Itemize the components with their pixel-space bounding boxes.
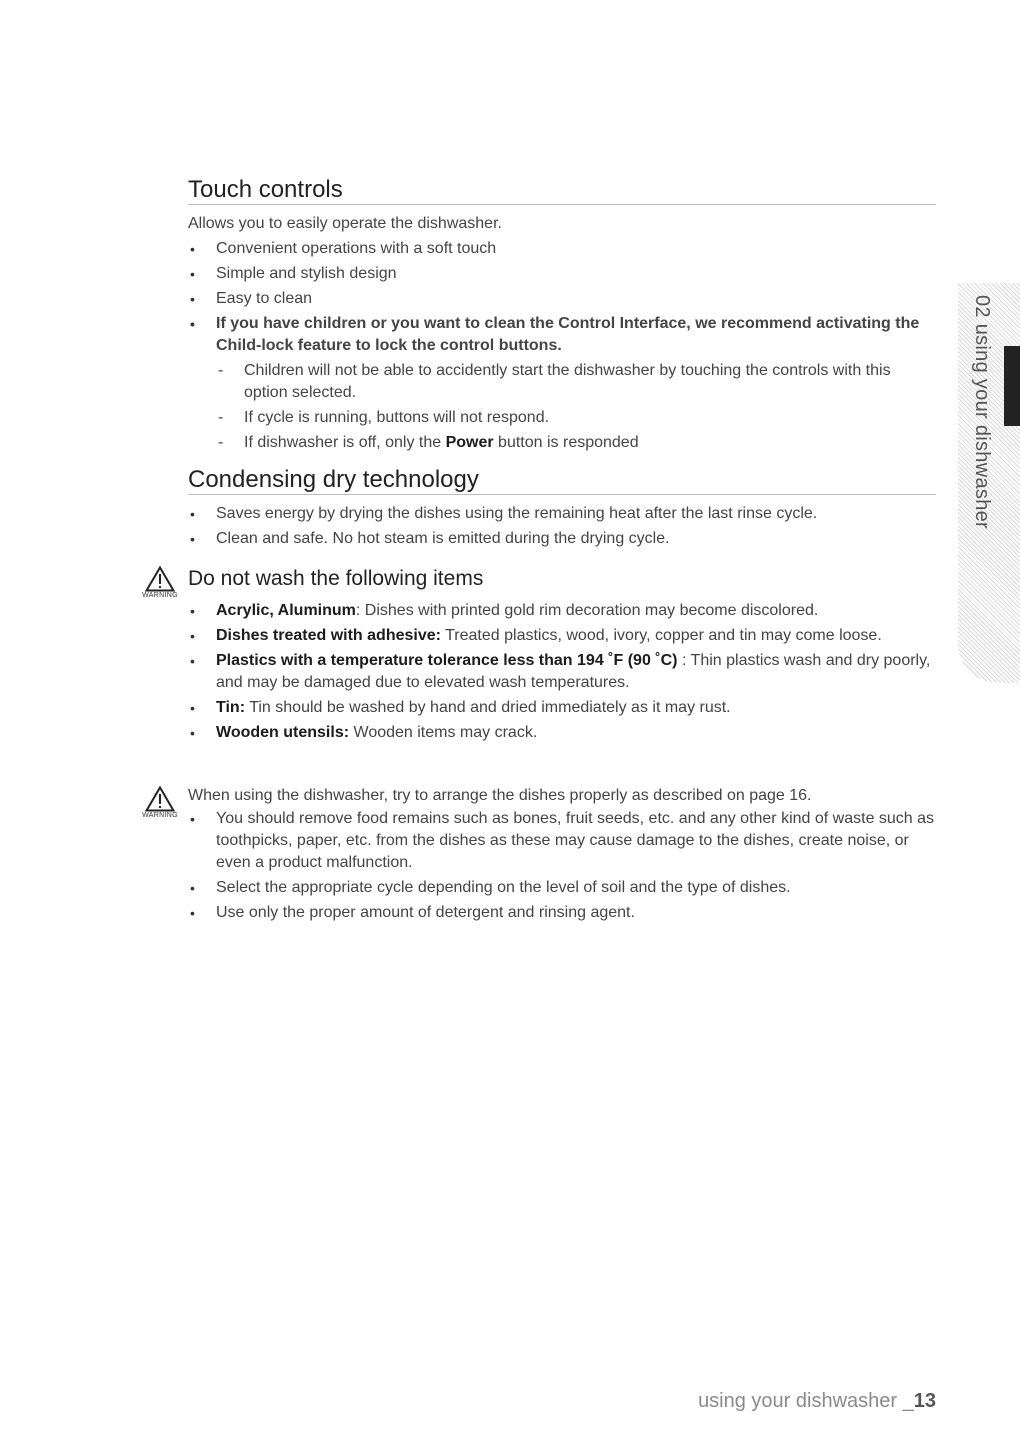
list-item: • Acrylic, Aluminum: Dishes with printed gold rim decoration may become discolored. [188,600,936,622]
chapter-tab [958,283,1020,683]
chapter-tab-marker [1004,346,1020,426]
touch-controls-title: Touch controls [188,177,936,205]
warning-icon [140,566,180,600]
list-item: • Dishes treated with adhesive: Treated plastics, wood, ivory, copper and tin may come loose. [188,625,936,647]
warning-label: WARNING [142,592,178,599]
do-not-wash-title: Do not wash the following items [188,567,484,590]
page-number: 13 [913,1390,936,1412]
list-item: • Use only the proper amount of detergent and rinsing agent. [188,902,936,924]
footer-text: using your dishwasher _ [698,1390,914,1412]
do-not-wash-list [188,600,936,744]
list-item: • Convenient operations with a soft touch [188,238,936,260]
list-item: • Wooden utensils: Wooden items may crack. [188,722,936,744]
condensing-title: Condensing dry technology [188,467,936,495]
touch-controls-section [188,177,936,457]
do-not-wash-section [188,567,936,747]
arrangement-warning-intro: When using the dishwasher, try to arrange the dishes properly as described on page 16. [188,787,812,804]
condensing-list [188,503,936,550]
list-item: • Tin: Tin should be washed by hand and dried immediately as it may rust. [188,697,936,719]
list-item: • Plastics with a temperature tolerance less than 194 ˚F (90 ˚C) : Thin plastics wash and dry poorly, and may be damaged due to elevated wash temperatures. [188,650,936,694]
list-item: • You should remove food remains such as bones, fruit seeds, etc. and any other kind of waste such as toothpicks, paper, etc. from the dishes as these may cause damage to the dishes, create noise, or even a product malfunction. [188,808,936,874]
list-item: - Children will not be able to accidently start the dishwasher by touching the controls with this option selected. [188,360,936,404]
arrangement-warning-section [188,785,936,927]
list-item: • Easy to clean [188,288,936,310]
warning-icon [140,786,180,820]
list-item: • Clean and safe. No hot steam is emitted during the drying cycle. [188,528,936,550]
list-item: - If dishwasher is off, only the Power button is responded [188,432,936,454]
list-item: • Simple and stylish design [188,263,936,285]
page-footer [698,1390,936,1413]
arrangement-warning-list [188,808,936,924]
condensing-section [188,467,936,553]
touch-controls-intro: Allows you to easily operate the dishwasher. [188,215,502,232]
child-lock-recommendation: • If you have children or you want to clean the Control Interface, we recommend activating the Child-lock feature to lock the control buttons. [188,313,936,357]
chapter-tab-label: 02 using your dishwasher [971,295,993,529]
list-item: - If cycle is running, buttons will not respond. [188,407,936,429]
warning-label: WARNING [142,812,178,819]
touch-controls-list [188,238,936,454]
power-button-label: Power [445,434,494,451]
list-item: • Saves energy by drying the dishes using the remaining heat after the last rinse cycle. [188,503,936,525]
list-item: • Select the appropriate cycle depending on the level of soil and the type of dishes. [188,877,936,899]
